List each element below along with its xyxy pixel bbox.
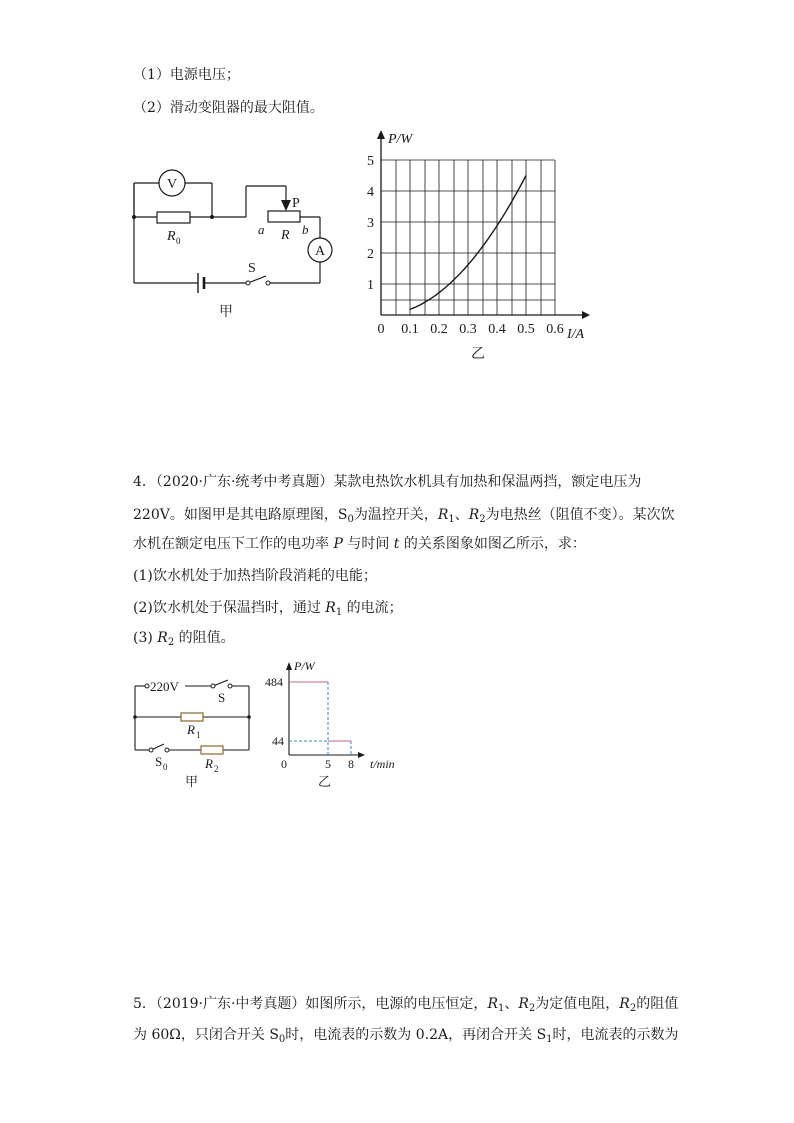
r2-subscript: 2 bbox=[214, 764, 219, 774]
q3-sub-question-2: （2）滑动变阻器的最大阻值。 bbox=[133, 100, 324, 116]
x-tick-8: 8 bbox=[348, 757, 354, 771]
voltmeter-label: V bbox=[166, 177, 178, 192]
r2-label: R bbox=[205, 756, 213, 771]
q4-circuit-diagram bbox=[125, 670, 265, 795]
q5-stem-line-2: 为 60Ω，只闭合开关 $S_0$时，电流表的示数为 0.2A，再闭合开关 $S_1$时，电流表的示数为 bbox=[133, 1027, 679, 1045]
q3-circuit-diagram bbox=[120, 160, 340, 330]
y-axis-arrow-icon bbox=[377, 130, 385, 139]
graph-caption: 乙 bbox=[471, 347, 485, 362]
q4-stem-line-3: 水机在额定电压下工作的电功率 P 与时间 t 的关系图象如图乙所示，求： bbox=[133, 536, 586, 552]
voltage-label: 220V bbox=[150, 679, 179, 694]
x-tick-0-6: 0.6 bbox=[546, 322, 564, 337]
s0-subscript: 0 bbox=[163, 762, 168, 772]
x-tick-0-2: 0.2 bbox=[430, 322, 448, 337]
r2-resistor bbox=[201, 746, 223, 754]
q4-stem-line-2: 220V。如图甲是其电路原理图，$S_0$为温控开关，$R_1$、$R_2$为电热丝（阻值不变）。某次饮 bbox=[133, 507, 675, 525]
x-tick-5: 5 bbox=[325, 757, 331, 771]
q3-sub-question-1: （1）电源电压； bbox=[133, 67, 240, 83]
q4-power-time-graph bbox=[262, 655, 407, 795]
terminal-a-label: a bbox=[258, 222, 265, 237]
x-tick-0: 0 bbox=[377, 322, 385, 337]
q4-sub-question-3: (3) $R_2$ 的阻值。 bbox=[133, 630, 235, 648]
y-axis-label: P/W bbox=[294, 659, 315, 673]
y-tick-2: 2 bbox=[367, 247, 374, 262]
x-tick-0-3: 0.3 bbox=[459, 322, 477, 337]
q3-power-current-graph bbox=[360, 125, 600, 365]
y-tick-5: 5 bbox=[367, 154, 374, 169]
x-axis-arrow-icon bbox=[358, 752, 365, 758]
terminal-b-label: b bbox=[302, 222, 309, 237]
x-tick-0-1: 0.1 bbox=[401, 322, 419, 337]
x-tick-0-5: 0.5 bbox=[517, 322, 535, 337]
y-tick-484: 484 bbox=[265, 675, 283, 689]
rheostat-r-label: R bbox=[281, 228, 290, 243]
circuit-caption: 甲 bbox=[219, 305, 233, 320]
r1-subscript: 1 bbox=[196, 730, 201, 740]
ammeter-label: A bbox=[314, 244, 326, 259]
switch-s0-label: S bbox=[155, 754, 163, 769]
r1-resistor bbox=[181, 713, 203, 721]
q4-sub-question-1: (1)饮水机处于加热挡阶段消耗的电能； bbox=[133, 568, 377, 584]
y-axis-label: P/W bbox=[388, 132, 413, 147]
y-tick-4: 4 bbox=[367, 185, 374, 200]
x-axis-label: I/A bbox=[567, 327, 585, 342]
slider-p-label: P bbox=[292, 196, 300, 211]
switch-s-label: S bbox=[218, 690, 226, 705]
y-tick-44: 44 bbox=[272, 734, 284, 748]
x-tick-0-4: 0.4 bbox=[488, 322, 506, 337]
x-tick-0: 0 bbox=[281, 757, 287, 771]
switch-label: S bbox=[248, 261, 256, 276]
y-tick-3: 3 bbox=[367, 216, 374, 231]
y-tick-1: 1 bbox=[367, 278, 374, 293]
x-axis-arrow-icon bbox=[582, 311, 590, 319]
circuit-caption: 甲 bbox=[185, 774, 199, 789]
slider-arrow-icon bbox=[281, 200, 291, 211]
r0-label: R bbox=[167, 229, 176, 244]
r1-label: R bbox=[187, 722, 195, 737]
r0-subscript: 0 bbox=[176, 236, 181, 246]
x-axis-label: t/min bbox=[370, 757, 395, 771]
q4-stem-line-1: 4．（2020·广东·统考中考真题）某款电热饮水机具有加热和保温两挡，额定电压为 bbox=[133, 474, 642, 490]
y-axis-arrow-icon bbox=[286, 662, 292, 670]
q5-stem-line-1: 5．（2019·广东·中考真题）如图所示，电源的电压恒定，$R_1$、$R_2$为定值电阻，$R_2$的阻值 bbox=[133, 996, 679, 1014]
graph-caption: 乙 bbox=[318, 774, 332, 789]
q4-sub-question-2: (2)饮水机处于保温挡时，通过 $R_1$ 的电流； bbox=[133, 600, 403, 618]
